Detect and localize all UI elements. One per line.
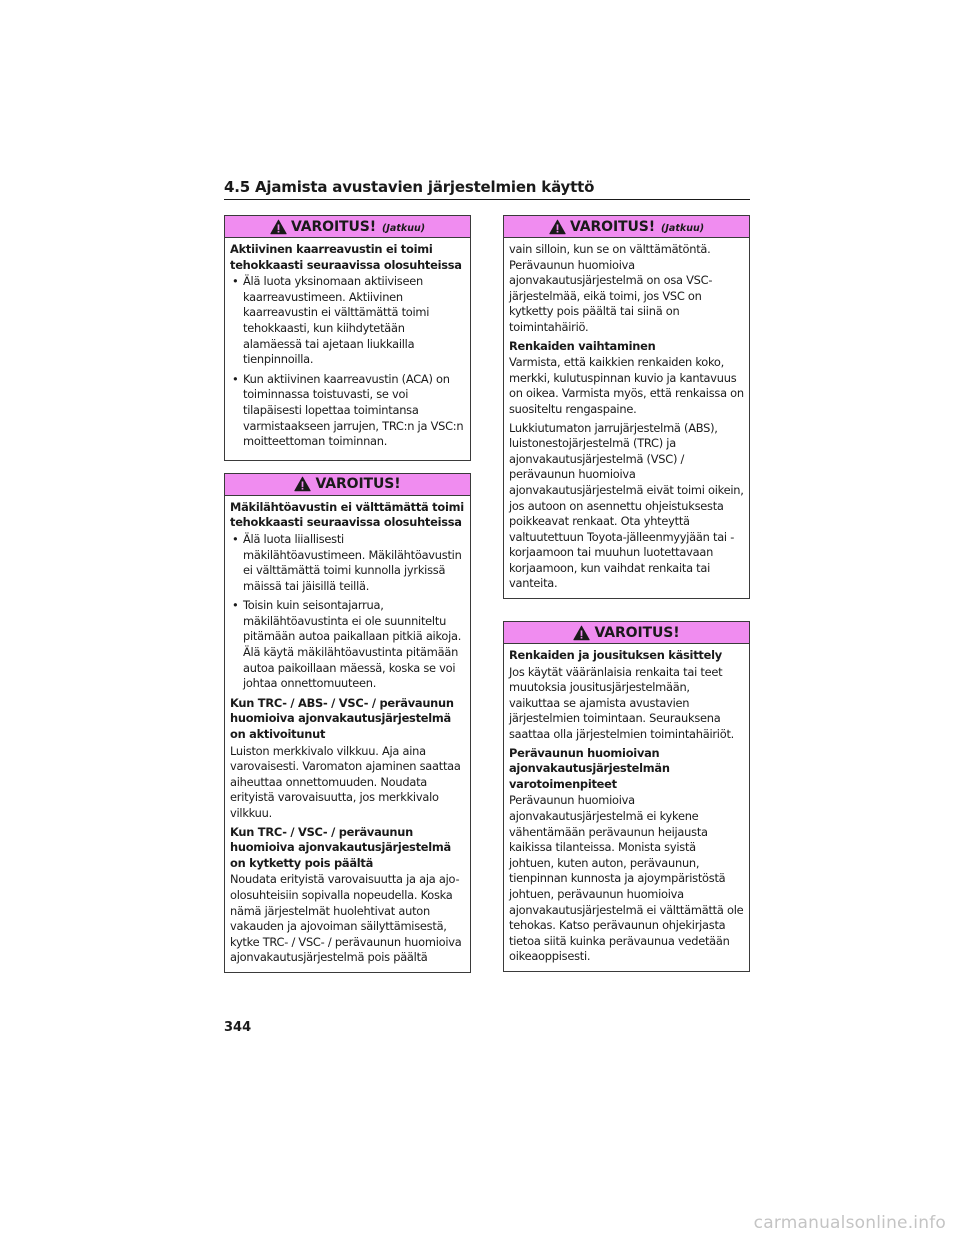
warning-paragraph: Jos käytät vääränlaisia renkaita tai teet muutoksia jousitusjärjestelmään, vaikuttaa se ajamista avustavien järjestelmien toimintaan. Seurauksena saattaa olla järjestelmien toimintahäiriöt.	[509, 664, 735, 742]
section-header: 4.5 Ajamista avustavien järjestelmien käyttö	[224, 178, 750, 200]
warning-box-header	[225, 474, 470, 496]
warning-heading: Perävaunun huomioivan ajonvakautusjärjestelmän varotoimenpiteet	[509, 745, 670, 791]
warning-heading: Kun TRC- / VSC- / perävaunun huomioiva ajonvakautusjärjestelmä on kytketty pois päältä	[230, 824, 451, 870]
warning-box-body	[225, 238, 470, 460]
page-number: 344	[224, 1020, 252, 1035]
warning-heading: Mäkilähtöavustin ei välttämättä toimi tehokkaasti seuraavissa olosuhteissa	[230, 499, 464, 530]
list-item: • Älä luota liiallisesti mäkilähtöavustimeen. Mäkilähtöavustin ei välttämättä toimi kunnolla jyrkissä mäissä tai jäisillä teillä.	[230, 532, 465, 594]
warning-paragraph: Luiston merkkivalo vilkkuu. Aja aina varovaisesti. Varomaton ajaminen saattaa aiheuttaa onnettomuuden. Noudata erityistä varovaisuutta, jos merkkivalo vilkkuu.	[230, 743, 461, 820]
warning-box-header	[504, 216, 749, 238]
warning-box-body	[504, 644, 749, 971]
warning-title: VAROITUS!	[594, 624, 680, 641]
bullet-list	[230, 532, 465, 692]
warning-heading: Renkaiden vaihtaminen	[509, 338, 656, 353]
warning-triangle-icon	[270, 219, 287, 235]
warning-triangle-icon	[294, 476, 311, 492]
warning-heading: Kun TRC- / ABS- / VSC- / perävaunun huomioiva ajonvakautusjärjestelmä on aktivoitunut	[230, 695, 454, 742]
warning-heading: Aktiivinen kaarreavustin ei toimi tehokkaasti seuraavissa olosuhteissa	[230, 242, 462, 272]
warning-title: VAROITUS!	[315, 476, 401, 493]
warning-box-header	[504, 622, 749, 644]
warning-box-body	[504, 238, 749, 598]
warning-box-aca	[224, 215, 471, 461]
watermark: carmanualsonline.info	[753, 1213, 946, 1233]
warning-triangle-icon	[573, 625, 590, 641]
right-column	[503, 215, 750, 972]
warning-paragraph: vain silloin, kun se on välttämätöntä. Perävaunun huomioiva ajonvakautusjärjestelmä on osa VSC-järjestelmää, eikä toimi, jos VSC on kytketty pois päältä tai siinä on toimintahäiriö.	[509, 242, 713, 334]
warning-title: VAROITUS!	[569, 218, 656, 235]
list-item: • Toisin kuin seisontajarrua, mäkilähtöavustinta ei ole suunniteltu pitämään autoa paikallaan pitkiä aikoja. Älä käytä mäkilähtöavustinta pitämään autoa paikoillaan mäessä, koska se voi johtaa onnettomuuteen.	[230, 598, 465, 692]
warning-paragraph: Noudata erityistä varovaisuutta ja aja ajo-olosuhteisiin sopivalla nopeudella. Koska nämä järjestelmät huolehtivat auton vakauden ja ajovoiman säilyttämisestä, kytke TRC- / VSC- / perävaunun huomioiva ajonvakautusjärjestelmä pois päältä	[230, 872, 462, 965]
warning-box-body	[225, 496, 470, 972]
bullet-list	[230, 274, 465, 450]
warning-box-hill-start	[224, 473, 471, 973]
left-column	[224, 215, 471, 973]
warning-paragraph: Lukkiutumaton jarrujärjestelmä (ABS), luistonestojärjestelmä (TRC) ja ajonvakautusjärjestelmä (VSC) / perävaunun huomioiva ajonvakautusjärjestelmä eivät toimi oikein, jos autoon on asennettu ohjeistuksesta poikkeavat renkaat. Ota yhteyttä valtuutettuun Toyota-jälleenmyyjään tai -korjaamoon tai muuhun luotettavaan korjaamoon, kun vaihdat renkaita tai vanteita.	[509, 420, 744, 591]
warning-title: VAROITUS!	[290, 218, 377, 235]
warning-paragraph: Varmista, että kaikkien renkaiden koko, merkki, kulutuspinnan kuvio ja kantavuus on oikea. Varmista myös, että renkaissa on suositeltu rengaspaine.	[509, 355, 744, 416]
list-item: • Kun aktiivinen kaarreavustin (ACA) on toiminnassa toistuvasti, se voi tilapäisesti lopettaa toimintansa varmistaakseen jarrujen, TRC:n ja VSC:n moitteettoman toiminnan.	[230, 372, 465, 450]
warning-box-tires	[503, 215, 750, 599]
warning-box-suspension	[503, 621, 750, 972]
warning-triangle-icon	[549, 219, 566, 235]
warning-box-header	[225, 216, 470, 238]
list-item: • Älä luota yksinomaan aktiiviseen kaarreavustimeen. Aktiivinen kaarreavustin ei välttämättä toimi tehokkaasti, kun kiihdytetään alamäessä tai ajetaan liukkailla tienpinnoilla.	[230, 274, 465, 368]
continued-label: (Jatkuu)	[661, 222, 705, 234]
warning-paragraph: Perävaunun huomioiva ajonvakautusjärjestelmä ei kykene vähentämään perävaunun heijausta kaikissa tilanteissa. Monista syistä johtuen, kuten auton, perävaunun, tienpinnan kunnosta ja ajoympäristöstä johtuen, perävaunun huomioiva ajonvakautusjärjestelmä ei välttämättä ole tehokas. Katso perävaunun ohjekirjasta tietoa siitä kuinka perävaunua vedetään oikeaoppisesti.	[509, 793, 744, 964]
continued-label: (Jatkuu)	[382, 222, 426, 234]
warning-heading: Renkaiden ja jousituksen käsittely	[509, 648, 722, 663]
